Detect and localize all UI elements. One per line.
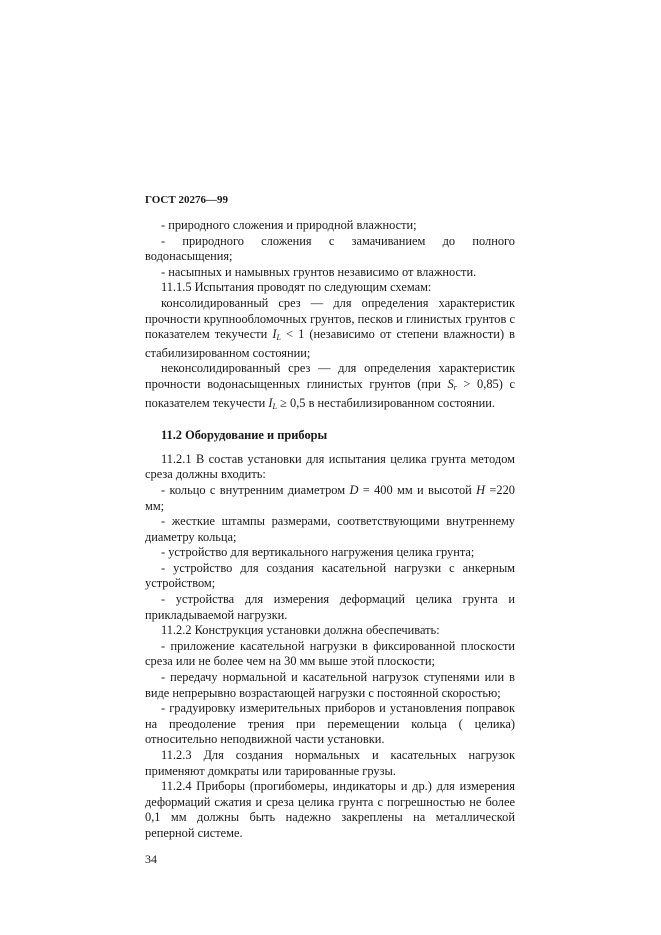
unconsolidated-shear (145, 361, 515, 414)
requirement-item: - градуировку измерительных приборов и установления поправок на преодоление трения при перемещении кольца ( целика) относительно неподвижной части установки. (145, 701, 515, 747)
liquidity-index-var: I (268, 395, 273, 410)
saturation-var: S (447, 376, 454, 391)
equipment-item: - устройства для измерения деформаций целика грунта и прикладываемой нагрузки. (145, 592, 515, 622)
consolidated-shear (145, 296, 515, 361)
clause-11-1-5: 11.1.5 Испытания проводят по следующим схемам: (161, 280, 432, 295)
requirement-item: - передачу нормальной и касательной нагрузок ступенями или в виде непрерывно возрастающей нагрузки с постоянной скоростью; (145, 670, 515, 700)
clause-11-2-2: 11.2.2 Конструкция установки должна обеспечивать: (161, 623, 440, 638)
text-run: = 400 мм и высотой (358, 482, 477, 497)
equipment-item: - жесткие штампы размерами, соответствующими внутреннему диаметру кольца; (145, 514, 515, 544)
subscript: r (453, 382, 457, 392)
text-run: =220 мм; (145, 482, 515, 513)
text-run: неконсолидированный срез — для определения характеристик прочности водонасыщенных глинистых грунтов (при (145, 361, 515, 391)
clause-11-2-1: 11.2.1 В состав установки для испытания целика грунта методом среза должны входить: (145, 451, 515, 482)
text-run: - кольцо с внутренним диаметром (161, 482, 350, 497)
clause-11-2-4: 11.2.4 Приборы (прогибомеры, индикаторы и др.) для измерения деформаций сжатия и среза целика грунта с погрешностью не более 0,1 мм должны быть надежно закреплены на металлической реперной системе. (145, 779, 515, 840)
ring-item (145, 483, 515, 514)
equipment-item: - устройство для создания касательной нагрузки с анкерным устройством; (145, 560, 515, 591)
equipment-item: - устройство для вертикального нагружения целика грунта; (161, 545, 475, 560)
intro-item-2: - природного сложения с замачиванием до полного водонасыщения; (145, 233, 515, 264)
document-page (145, 193, 515, 867)
liquidity-index-var: I (272, 327, 277, 342)
intro-item-3: - насыпных и намывных грунтов независимо от влажности. (161, 264, 477, 279)
intro-item-1: - природного сложения и природной влажности; (161, 218, 417, 232)
section-title: 11.2 Оборудование и приборы (161, 428, 328, 443)
text-run: > 0,85) с показателем текучести (145, 376, 516, 410)
subscript: L (276, 333, 281, 343)
text-run: < 1 (независимо от степени влажности) в стабилизированном состоянии; (145, 327, 515, 360)
diameter-var: D (349, 482, 359, 497)
clause-11-2-3: 11.2.3 Для создания нормальных и касательных нагрузок применяют домкраты или тарированные грузы. (145, 748, 515, 778)
subscript: L (272, 401, 277, 411)
document-header: ГОСТ 20276—99 (145, 194, 228, 206)
height-var: H (476, 482, 486, 497)
text-run: ≥ 0,5 в нестабилизированном состоянии. (277, 395, 495, 410)
text-run: консолидированный срез — для определения характеристик прочности крупнообломочных грунтов, песков и глинистых грунтов с показателем текучести (145, 295, 515, 342)
page-number: 34 (145, 851, 157, 866)
requirement-item: - приложение касательной нагрузки в фиксированной плоскости среза или не более чем на 30 мм выше этой плоскости; (145, 638, 515, 669)
